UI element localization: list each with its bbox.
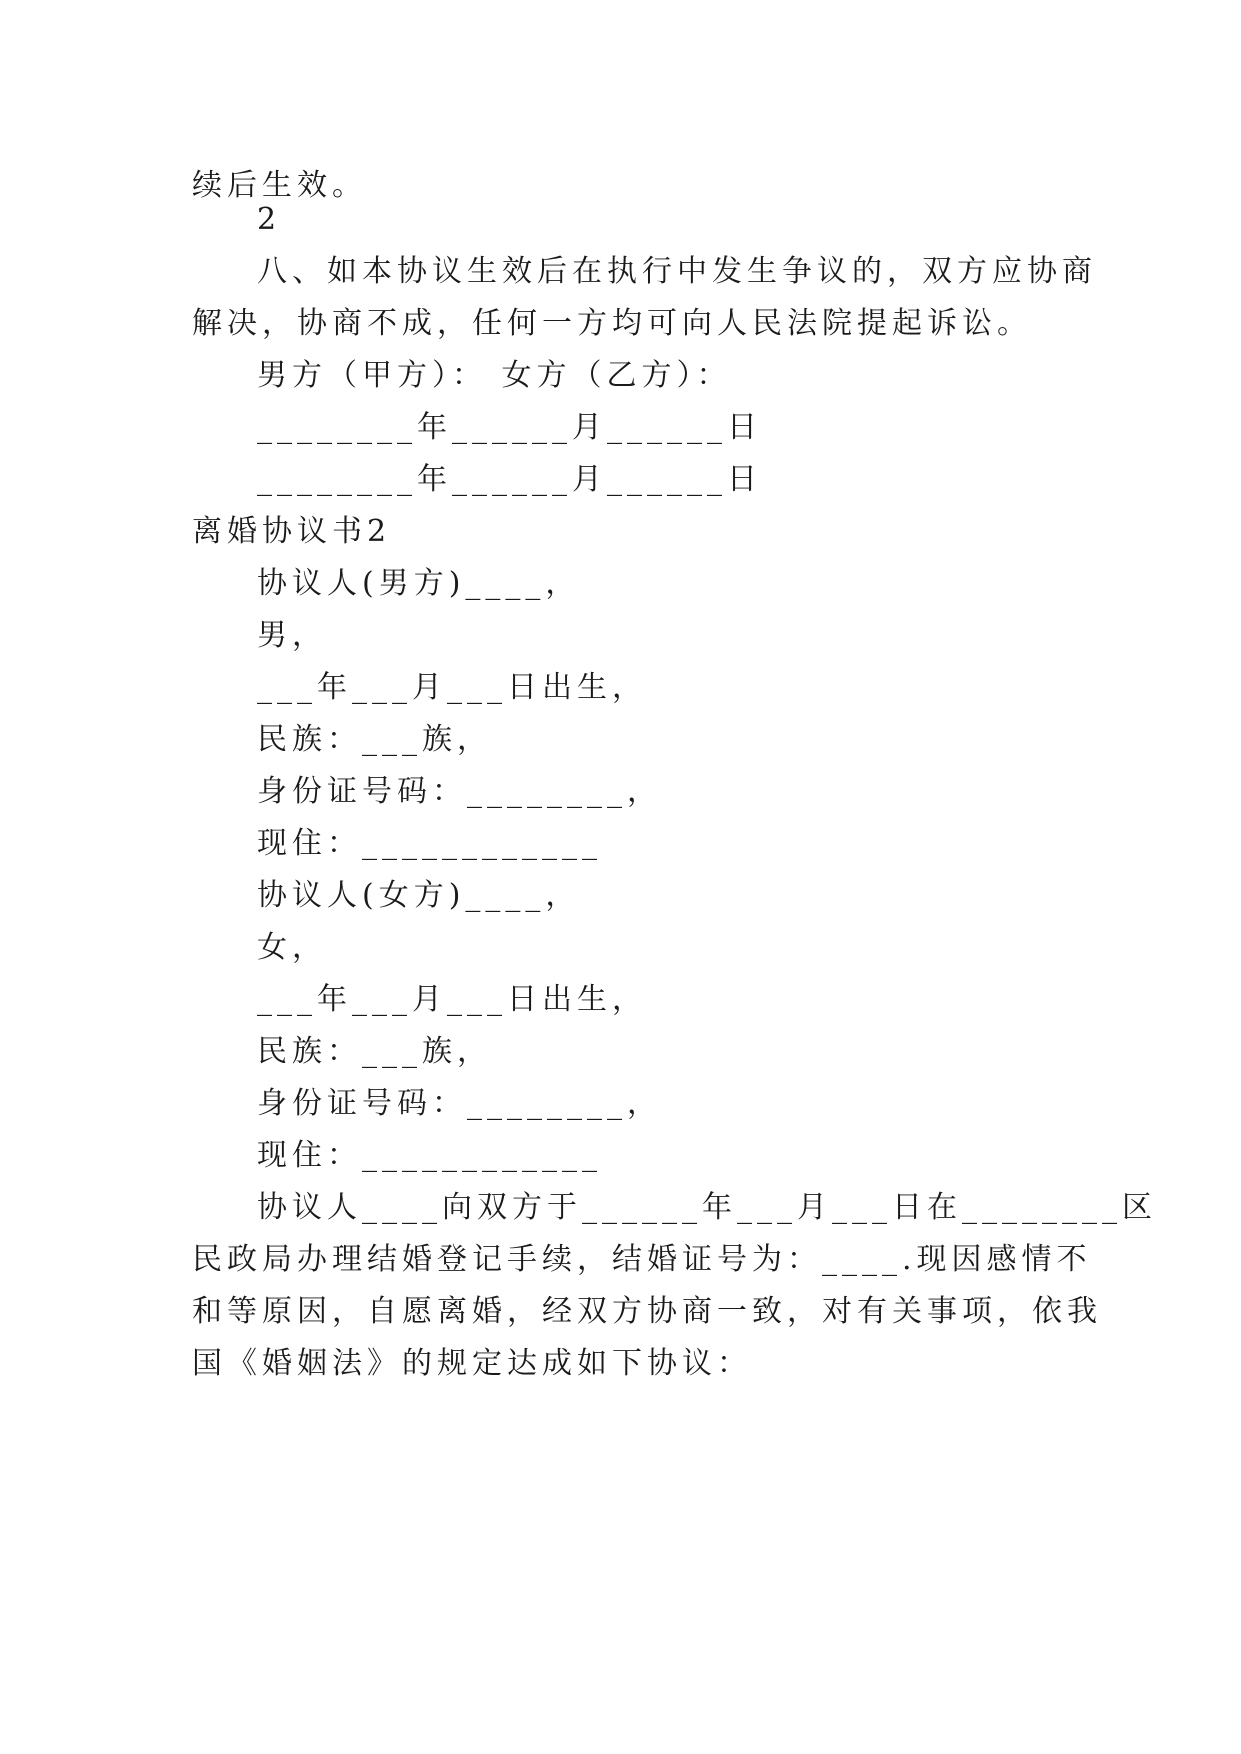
male-address: 现住：____________ [257, 826, 602, 861]
text-line-continuation: 续后生效。 [192, 168, 367, 203]
female-ethnicity: 民族：___族， [257, 1034, 492, 1069]
page-number: 2 [257, 202, 282, 237]
signature-date-2: ________年______月______日 [257, 462, 762, 497]
female-birthdate: ___年___月___日出生， [257, 982, 647, 1017]
section-title: 离婚协议书2 [192, 514, 392, 549]
male-gender: 男， [257, 618, 327, 653]
male-id-number: 身份证号码：________， [257, 774, 662, 809]
marriage-paragraph-line-1: 协议人____向双方于______年___月___日在________区 [257, 1190, 1157, 1225]
clause-eight-line-2: 解决，协商不成，任何一方均可向人民法院提起诉讼。 [192, 306, 1032, 341]
signature-date-1: ________年______月______日 [257, 410, 762, 445]
female-gender: 女， [257, 930, 327, 965]
marriage-paragraph-line-4: 国《婚姻法》的规定达成如下协议： [192, 1346, 752, 1381]
male-ethnicity: 民族：___族， [257, 722, 492, 757]
clause-eight-line-1: 八、如本协议生效后在执行中发生争议的，双方应协商 [257, 254, 1097, 289]
female-id-number: 身份证号码：________， [257, 1086, 662, 1121]
male-party-name: 协议人(男方)____， [257, 566, 581, 601]
female-party-name: 协议人(女方)____， [257, 878, 581, 913]
signature-parties: 男方（甲方）： 女方（乙方）： [257, 358, 732, 393]
marriage-paragraph-line-3: 和等原因，自愿离婚，经双方协商一致，对有关事项，依我 [192, 1294, 1102, 1329]
marriage-paragraph-line-2: 民政局办理结婚登记手续，结婚证号为：____.现因感情不 [192, 1242, 1092, 1277]
female-address: 现住：____________ [257, 1138, 602, 1173]
male-birthdate: ___年___月___日出生， [257, 670, 647, 705]
